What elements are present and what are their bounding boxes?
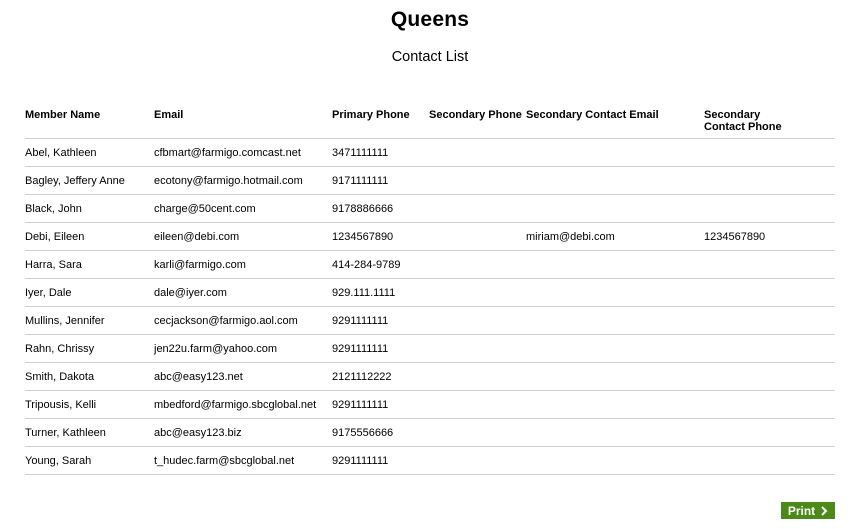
secondary-contact-phone-cell bbox=[704, 391, 835, 419]
primary-phone-cell: 9175556666 bbox=[332, 419, 429, 447]
secondary-contact-email-cell bbox=[526, 167, 704, 195]
primary-phone-cell: 9291111111 bbox=[332, 335, 429, 363]
table-row bbox=[25, 279, 835, 307]
email-cell: abc@easy123.net bbox=[154, 363, 332, 391]
primary-phone-cell: 1234567890 bbox=[332, 223, 429, 251]
secondary-contact-phone-cell bbox=[704, 195, 835, 223]
member-name-cell: Abel, Kathleen bbox=[25, 139, 154, 167]
email-cell: dale@iyer.com bbox=[154, 279, 332, 307]
secondary-contact-email-cell bbox=[526, 447, 704, 475]
member-name-cell: Tripousis, Kelli bbox=[25, 391, 154, 419]
secondary-phone-cell bbox=[429, 419, 526, 447]
primary-phone-cell: 3471111111 bbox=[332, 139, 429, 167]
primary-phone-cell: 2121112222 bbox=[332, 363, 429, 391]
secondary-contact-email-cell bbox=[526, 279, 704, 307]
table-row bbox=[25, 223, 835, 251]
email-cell: t_hudec.farm@sbcglobal.net bbox=[154, 447, 332, 475]
primary-phone-cell: 9291111111 bbox=[332, 391, 429, 419]
primary-phone-cell: 9171111111 bbox=[332, 167, 429, 195]
member-name-cell: Smith, Dakota bbox=[25, 363, 154, 391]
member-name-cell: Iyer, Dale bbox=[25, 279, 154, 307]
secondary-phone-cell bbox=[429, 223, 526, 251]
column-header-member-name: Member Name bbox=[25, 104, 154, 139]
email-cell: mbedford@farmigo.sbcglobal.net bbox=[154, 391, 332, 419]
primary-phone-cell: 9291111111 bbox=[332, 447, 429, 475]
secondary-contact-email-cell bbox=[526, 335, 704, 363]
secondary-phone-cell bbox=[429, 391, 526, 419]
secondary-contact-phone-cell bbox=[704, 335, 835, 363]
page-subtitle: Contact List bbox=[391, 49, 469, 65]
secondary-phone-cell bbox=[429, 447, 526, 475]
contact-table bbox=[25, 104, 835, 475]
secondary-phone-cell bbox=[429, 363, 526, 391]
secondary-contact-email-cell bbox=[526, 195, 704, 223]
secondary-contact-phone-cell bbox=[704, 139, 835, 167]
table-row bbox=[25, 335, 835, 363]
secondary-contact-phone-cell bbox=[704, 363, 835, 391]
secondary-contact-email-cell bbox=[526, 139, 704, 167]
secondary-contact-phone-header-text: Secondary Contact Phone bbox=[704, 109, 782, 133]
primary-phone-cell: 9291111111 bbox=[332, 307, 429, 335]
table-row bbox=[25, 363, 835, 391]
secondary-phone-cell bbox=[429, 335, 526, 363]
table-row bbox=[25, 419, 835, 447]
member-name-cell: Young, Sarah bbox=[25, 447, 154, 475]
email-cell: jen22u.farm@yahoo.com bbox=[154, 335, 332, 363]
column-header-secondary-contact-phone bbox=[704, 104, 835, 139]
table-header-row bbox=[25, 104, 835, 139]
table-row bbox=[25, 139, 835, 167]
secondary-contact-phone-cell bbox=[704, 307, 835, 335]
secondary-contact-phone-cell bbox=[704, 279, 835, 307]
column-header-email: Email bbox=[154, 104, 332, 139]
column-header-secondary-phone: Secondary Phone bbox=[429, 104, 526, 139]
member-name-cell: Black, John bbox=[25, 195, 154, 223]
secondary-phone-cell bbox=[429, 307, 526, 335]
secondary-contact-email-cell bbox=[526, 307, 704, 335]
secondary-phone-cell bbox=[429, 167, 526, 195]
secondary-contact-phone-cell bbox=[704, 167, 835, 195]
secondary-phone-cell bbox=[429, 279, 526, 307]
member-name-cell: Turner, Kathleen bbox=[25, 419, 154, 447]
primary-phone-cell: 414-284-9789 bbox=[332, 251, 429, 279]
secondary-contact-phone-cell: 1234567890 bbox=[704, 223, 835, 251]
secondary-contact-phone-cell bbox=[704, 419, 835, 447]
table-row bbox=[25, 195, 835, 223]
print-button[interactable] bbox=[781, 502, 835, 519]
secondary-phone-cell bbox=[429, 195, 526, 223]
secondary-contact-email-cell bbox=[526, 419, 704, 447]
secondary-contact-phone-cell bbox=[704, 251, 835, 279]
secondary-contact-email-cell bbox=[526, 391, 704, 419]
primary-phone-cell: 9178886666 bbox=[332, 195, 429, 223]
secondary-contact-email-cell bbox=[526, 251, 704, 279]
table-row bbox=[25, 391, 835, 419]
print-button-label: Print bbox=[787, 503, 816, 518]
member-name-cell: Bagley, Jeffery Anne bbox=[25, 167, 154, 195]
email-cell: cfbmart@farmigo.comcast.net bbox=[154, 139, 332, 167]
member-name-cell: Mullins, Jennifer bbox=[25, 307, 154, 335]
member-name-cell: Rahn, Chrissy bbox=[25, 335, 154, 363]
page-title: Queens bbox=[390, 8, 470, 31]
email-cell: cecjackson@farmigo.aol.com bbox=[154, 307, 332, 335]
secondary-phone-cell bbox=[429, 139, 526, 167]
member-name-cell: Harra, Sara bbox=[25, 251, 154, 279]
column-header-secondary-contact-email: Secondary Contact Email bbox=[526, 104, 704, 139]
secondary-contact-phone-cell bbox=[704, 447, 835, 475]
table-row bbox=[25, 447, 835, 475]
email-cell: abc@easy123.biz bbox=[154, 419, 332, 447]
table-row bbox=[25, 251, 835, 279]
email-cell: ecotony@farmigo.hotmail.com bbox=[154, 167, 332, 195]
secondary-contact-email-cell: miriam@debi.com bbox=[526, 223, 704, 251]
chevron-right-icon bbox=[820, 506, 828, 516]
email-cell: charge@50cent.com bbox=[154, 195, 332, 223]
secondary-phone-cell bbox=[429, 251, 526, 279]
table-row bbox=[25, 167, 835, 195]
column-header-primary-phone: Primary Phone bbox=[332, 104, 429, 139]
member-name-cell: Debi, Eileen bbox=[25, 223, 154, 251]
secondary-contact-email-cell bbox=[526, 363, 704, 391]
primary-phone-cell: 929.111.1111 bbox=[332, 279, 429, 307]
table-row bbox=[25, 307, 835, 335]
email-cell: karli@farmigo.com bbox=[154, 251, 332, 279]
email-cell: eileen@debi.com bbox=[154, 223, 332, 251]
